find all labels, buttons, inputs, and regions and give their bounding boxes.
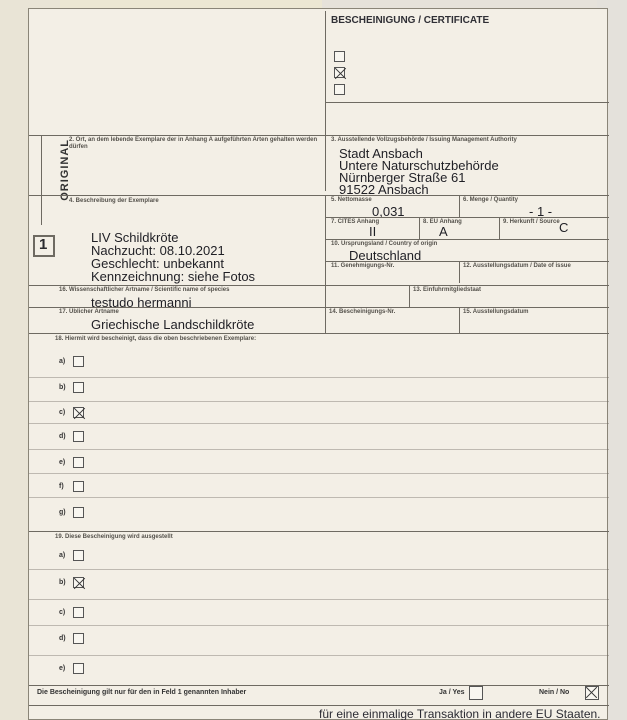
nein-checkbox[interactable] [585,686,599,700]
field15-label: 15. Ausstellungsdatum [463,309,529,315]
s18c-letter: c) [59,409,66,416]
authority-line-3: Nürnberger Straße 61 [339,170,466,185]
field7-label: 7. CITES Anhang [331,219,380,225]
field14-label: 14. Bescheinigungs-Nr. [329,309,396,315]
header-checkbox-2[interactable] [334,67,345,78]
field6-label: 6. Menge / Quantity [463,197,519,203]
s18a-checkbox[interactable] [73,356,84,367]
s19e-checkbox[interactable] [73,663,84,674]
s19a-letter: a) [59,552,66,559]
s19c-letter: c) [59,609,66,616]
holder-line-1: LIV Schildkröte [91,230,179,245]
field5-value: 0,031 [372,204,405,219]
certificate-title: BESCHEINIGUNG / CERTIFICATE [331,15,490,26]
field6-value: - 1 - [529,204,553,219]
field9-value: C [559,220,569,235]
common-name: Griechische Landschildkröte [91,317,255,332]
nein-label: Nein / No [539,689,570,696]
holder-line-2: Nachzucht: 08.10.2021 [91,243,225,258]
ja-label: Ja / Yes [439,689,465,696]
handwritten-note: für eine einmalige Transaktion in andere EU Staaten. [319,707,601,720]
field13-label: 13. Einfuhrmitgliedstaat [413,287,482,293]
s19b-checkbox[interactable] [73,577,84,588]
s18d-letter: d) [59,433,66,440]
footer-text: Die Bescheinigung gilt nur für den in Feld 1 genannten Inhaber [37,689,247,696]
field10-value: Deutschland [349,248,422,263]
authority-line-4: 91522 Ansbach [339,182,429,197]
s18a-letter: a) [59,358,66,365]
field2-label: 2. Ort, an dem lebende Exemplare der in Anhang A aufgeführten Arten gehalten werden dürfen [69,137,318,150]
scientific-name: testudo hermanni [91,295,192,310]
s19b-letter: b) [59,579,66,586]
authority-line-2: Untere Naturschutzbehörde [339,158,499,173]
field1-number: 1 [39,236,48,253]
certificate-form [28,8,608,720]
field4-label: 4. Beschreibung der Exemplare [69,198,159,204]
s18g-letter: g) [59,509,66,516]
s18f-checkbox[interactable] [73,481,84,492]
field8-value: A [439,224,448,239]
s19d-checkbox[interactable] [73,633,84,644]
s19c-checkbox[interactable] [73,607,84,618]
printer-imprint [4,470,18,670]
s18e-letter: e) [59,459,66,466]
s18g-checkbox[interactable] [73,507,84,518]
holder-line-4: Kennzeichnung: siehe Fotos [91,269,256,284]
s18c-checkbox[interactable] [73,407,84,418]
s18e-checkbox[interactable] [73,457,84,468]
field8-label: 8. EU Anhang [423,219,462,225]
field16-label: 16. Wissenschaftlicher Artname / Scientific name of species [59,287,230,293]
field11-label: 11. Genehmigungs-Nr. [331,263,395,269]
field7-value: II [369,224,377,239]
field3-label: 3. Ausstellende Vollzugsbehörde / Issuing Management Authority [331,137,517,143]
holder-line-3: Geschlecht: unbekannt [91,256,224,271]
s19d-letter: d) [59,635,66,642]
ja-checkbox[interactable] [469,686,483,700]
header-checkbox-1[interactable] [334,51,345,62]
field17-label: 17. Üblicher Artname [59,309,119,315]
field5-label: 5. Nettomasse [331,197,372,203]
field10-label: 10. Ursprungsland / Country of origin [331,241,438,247]
section18-heading: 18. Hiermit wird bescheinigt, dass die oben beschriebenen Exemplare: [55,336,257,342]
section19-heading: 19. Diese Bescheinigung wird ausgestellt [55,534,173,540]
original-label: ORIGINAL [59,139,71,201]
s18f-letter: f) [59,483,64,490]
s18b-letter: b) [59,384,66,391]
s18d-checkbox[interactable] [73,431,84,442]
field12-label: 12. Ausstellungsdatum / Date of issue [463,263,571,269]
field9-label: 9. Herkunft / Source [503,219,560,225]
s18b-checkbox[interactable] [73,382,84,393]
authority-line-1: Stadt Ansbach [339,146,423,161]
s19e-letter: e) [59,665,66,672]
header-checkbox-3[interactable] [334,84,345,95]
s19a-checkbox[interactable] [73,550,84,561]
